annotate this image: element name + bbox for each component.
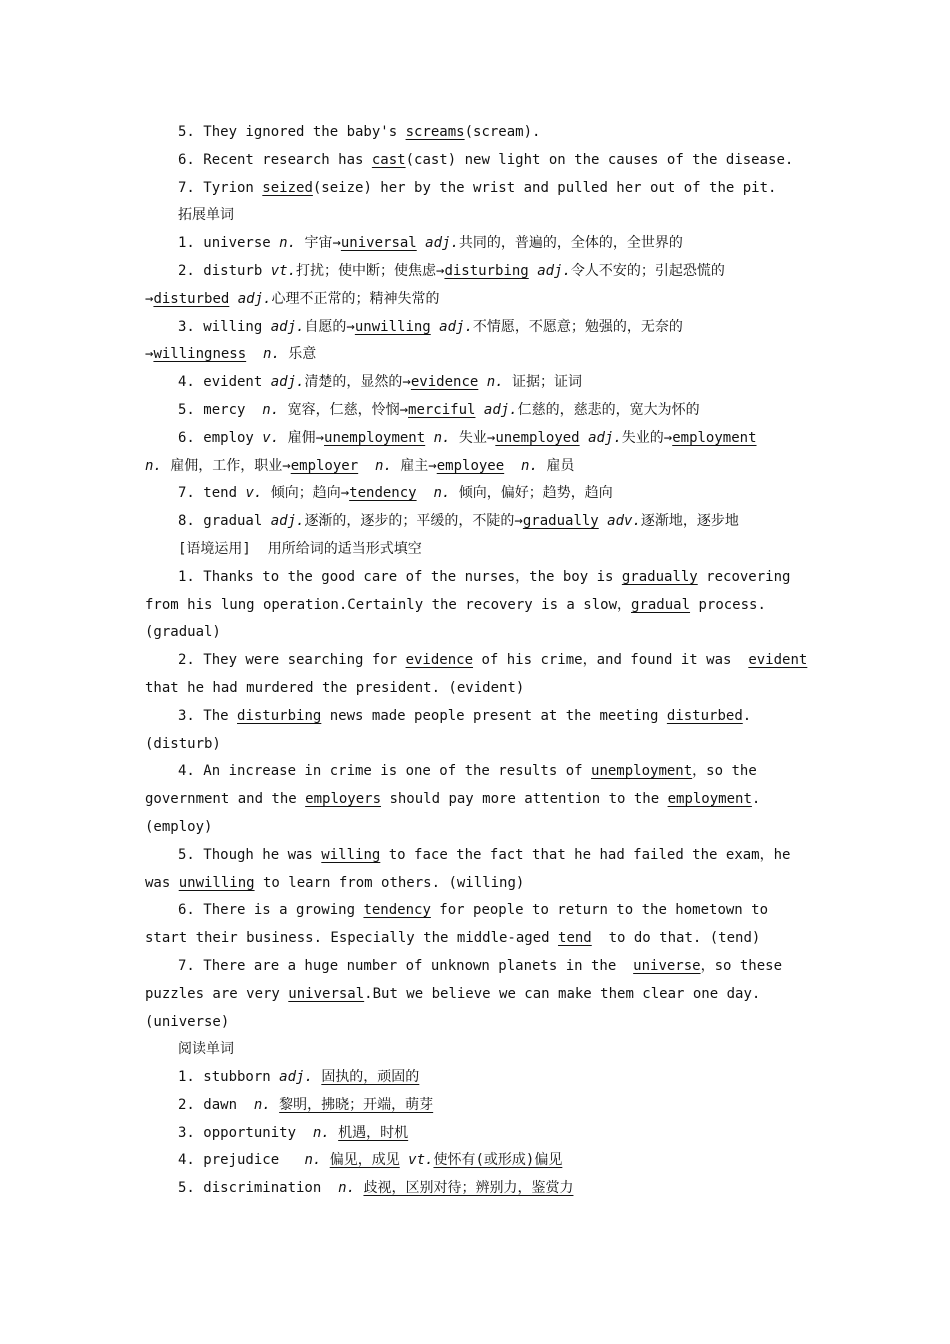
text-segment: 失业→ bbox=[450, 429, 496, 446]
text-segment: 6. There is a growing bbox=[178, 902, 364, 919]
part-of-speech: adv. bbox=[607, 513, 641, 530]
text-line bbox=[145, 647, 810, 675]
text-segment: 2. disturb bbox=[178, 262, 271, 279]
text-line bbox=[145, 675, 810, 703]
text-segment: 阅读单词 bbox=[178, 1041, 234, 1058]
text-segment: was bbox=[145, 874, 179, 891]
part-of-speech: n. bbox=[521, 457, 538, 474]
text-line bbox=[145, 480, 810, 508]
text-segment bbox=[478, 374, 486, 390]
part-of-speech: n. bbox=[253, 1096, 271, 1113]
answer-blank: unwilling bbox=[354, 318, 431, 335]
answer-blank: unemployed bbox=[495, 429, 580, 446]
text-segment: 倾向；趋向→ bbox=[262, 485, 350, 502]
text-segment: 3. opportunity bbox=[178, 1124, 313, 1141]
text-segment: [语境运用] 用所给词的适当形式填空 bbox=[178, 540, 422, 557]
part-of-speech: adj. bbox=[483, 401, 518, 418]
text-line bbox=[145, 202, 810, 230]
text-segment bbox=[400, 1152, 408, 1168]
part-of-speech: adj. bbox=[270, 513, 305, 530]
answer-blank: seized bbox=[262, 179, 313, 196]
text-segment: 4. An increase in crime is one of the results of bbox=[178, 763, 592, 780]
text-segment: 心理不正常的；精神失常的 bbox=[271, 290, 440, 307]
answer-blank: unemployment bbox=[324, 429, 426, 446]
text-line bbox=[145, 119, 810, 147]
text-line bbox=[145, 536, 810, 564]
text-segment: 8. gradual bbox=[178, 513, 271, 530]
text-line bbox=[145, 1064, 810, 1092]
text-line bbox=[145, 147, 810, 175]
part-of-speech: n. bbox=[375, 457, 392, 474]
text-segment: 1. stubborn bbox=[178, 1069, 280, 1086]
text-segment: 证据；证词 bbox=[503, 374, 583, 391]
text-segment bbox=[529, 263, 537, 279]
text-segment: 不情愿，不愿意；勉强的，无奈的 bbox=[472, 318, 683, 335]
text-segment: start their business. Especially the middle-aged bbox=[145, 930, 559, 947]
answer-blank: employee bbox=[436, 457, 505, 474]
text-segment: to do that. (tend) bbox=[591, 930, 761, 947]
text-segment: 2. dawn bbox=[178, 1096, 254, 1113]
answer-blank: gradual bbox=[631, 596, 691, 613]
text-segment: puzzles are very bbox=[145, 985, 289, 1002]
part-of-speech: adj. bbox=[270, 318, 305, 335]
text-line bbox=[145, 842, 810, 870]
text-line bbox=[145, 453, 810, 481]
text-segment: ，so the bbox=[692, 763, 757, 780]
part-of-speech: n. bbox=[262, 401, 280, 418]
answer-blank: universal bbox=[340, 235, 417, 252]
text-segment bbox=[246, 346, 263, 362]
text-segment: to learn from others. (willing) bbox=[254, 874, 525, 891]
text-segment bbox=[475, 402, 483, 418]
part-of-speech: n. bbox=[263, 346, 280, 363]
text-segment: 宽容，仁慈，怜悯→ bbox=[279, 401, 409, 418]
text-segment: 3. The bbox=[178, 707, 238, 724]
text-line bbox=[145, 1175, 810, 1203]
part-of-speech: n. bbox=[486, 374, 504, 391]
text-segment: (scream). bbox=[464, 124, 541, 140]
answer-blank: unemployment bbox=[591, 763, 693, 780]
part-of-speech: adj. bbox=[588, 429, 622, 446]
text-segment: .But we believe we can make them clear one day. bbox=[364, 985, 761, 1002]
answer-blank: employer bbox=[290, 457, 359, 474]
text-segment: 仁慈的，慈悲的，宽大为怀的 bbox=[517, 401, 700, 418]
text-segment: 6. Recent research has bbox=[178, 151, 372, 168]
text-segment: . bbox=[742, 707, 752, 724]
answer-blank: merciful bbox=[408, 401, 476, 418]
text-line bbox=[145, 953, 810, 981]
text-segment bbox=[417, 485, 434, 501]
text-segment: 7. tend bbox=[178, 485, 246, 502]
part-of-speech: n. bbox=[433, 485, 451, 502]
text-segment: → bbox=[145, 346, 154, 363]
text-segment: 逐渐的，逐步的；平缓的，不陡的→ bbox=[304, 513, 523, 530]
text-segment: 逐渐地，逐步地 bbox=[640, 513, 739, 530]
answer-blank: 偏见，成见 bbox=[329, 1152, 400, 1169]
answer-blank: 歧视，区别对待；辨别力，鉴赏力 bbox=[363, 1180, 574, 1197]
text-line bbox=[145, 508, 810, 536]
text-segment: 2. They were searching for bbox=[178, 652, 406, 669]
answer-blank: disturbed bbox=[153, 290, 230, 307]
text-segment: ，so these bbox=[700, 957, 783, 974]
text-line bbox=[145, 175, 810, 203]
text-segment: (gradual) bbox=[145, 624, 221, 641]
text-segment: 清楚的，显然的→ bbox=[304, 374, 411, 391]
answer-blank: employers bbox=[305, 791, 382, 808]
text-line bbox=[145, 981, 810, 1009]
text-segment: . bbox=[751, 791, 761, 808]
text-segment: from his lung operation.Certainly the recovery is a slow， bbox=[145, 596, 632, 613]
part-of-speech: adj. bbox=[279, 1069, 313, 1086]
part-of-speech: v. bbox=[262, 429, 280, 446]
text-line bbox=[145, 314, 810, 342]
text-segment: to face the fact that he had failed the exam，he bbox=[380, 846, 791, 863]
answer-blank: disturbing bbox=[444, 262, 529, 279]
text-line bbox=[145, 731, 810, 759]
text-segment: that he had murdered the president. (evident) bbox=[145, 679, 525, 696]
text-segment: 宇宙→ bbox=[296, 235, 341, 252]
text-segment: recovering bbox=[697, 568, 791, 585]
text-segment bbox=[425, 430, 433, 446]
part-of-speech: adj. bbox=[425, 235, 459, 252]
text-segment: news made people present at the meeting bbox=[321, 707, 667, 724]
text-segment: 雇主→ bbox=[391, 457, 437, 474]
answer-blank: 使怀有(或形成)偏见 bbox=[433, 1152, 563, 1169]
text-segment: 5. discrimination bbox=[178, 1180, 339, 1197]
text-segment: 雇佣→ bbox=[279, 429, 325, 446]
text-segment: 雇员 bbox=[537, 457, 575, 474]
answer-blank: universe bbox=[633, 957, 701, 974]
text-segment: 5. They ignored the baby's bbox=[178, 124, 406, 140]
text-segment: 1. universe bbox=[178, 235, 280, 252]
text-segment: 共同的，普遍的，全体的，全世界的 bbox=[458, 235, 683, 252]
part-of-speech: n. bbox=[304, 1152, 322, 1169]
text-segment bbox=[271, 1097, 279, 1113]
text-segment: 5. mercy bbox=[178, 401, 263, 418]
text-segment: of his crime，and found it was bbox=[473, 652, 749, 669]
part-of-speech: n. bbox=[312, 1124, 330, 1141]
text-line bbox=[145, 703, 810, 731]
part-of-speech: adj. bbox=[270, 374, 305, 391]
text-segment: → bbox=[145, 290, 154, 307]
answer-blank: willing bbox=[321, 846, 381, 863]
text-line bbox=[145, 619, 810, 647]
part-of-speech: n. bbox=[338, 1180, 356, 1197]
text-line bbox=[145, 1036, 810, 1064]
text-segment: 6. employ bbox=[178, 429, 263, 446]
document-body bbox=[145, 119, 810, 1203]
answer-blank: employment bbox=[672, 429, 757, 446]
text-segment: 1. Thanks to the good care of the nurses，the boy is bbox=[178, 568, 622, 585]
text-line bbox=[145, 564, 810, 592]
text-line bbox=[145, 1147, 810, 1175]
text-line bbox=[145, 258, 810, 286]
part-of-speech: vt. bbox=[408, 1152, 434, 1169]
text-segment: for people to return to the hometown to bbox=[430, 902, 769, 919]
answer-blank: unwilling bbox=[178, 874, 255, 891]
text-line bbox=[145, 286, 810, 314]
part-of-speech: v. bbox=[245, 485, 263, 502]
text-segment bbox=[330, 1125, 338, 1141]
text-segment: 打扰；使中断；使焦虑→ bbox=[296, 262, 445, 279]
answer-blank: cast bbox=[371, 151, 406, 168]
text-segment: (disturb) bbox=[145, 735, 221, 752]
text-segment bbox=[580, 430, 588, 446]
text-line bbox=[145, 925, 810, 953]
text-segment: 7. There are a huge number of unknown planets in the bbox=[178, 957, 634, 974]
text-line bbox=[145, 1120, 810, 1148]
text-line bbox=[145, 397, 810, 425]
text-segment: 乐意 bbox=[279, 346, 317, 363]
text-segment bbox=[229, 291, 237, 307]
text-segment bbox=[321, 1152, 329, 1168]
answer-blank: willingness bbox=[153, 346, 247, 363]
text-line bbox=[145, 897, 810, 925]
text-segment: should pay more attention to the bbox=[381, 791, 668, 808]
part-of-speech: adj. bbox=[439, 318, 473, 335]
answer-blank: tendency bbox=[349, 485, 417, 502]
answer-blank: disturbing bbox=[237, 707, 322, 724]
answer-blank: universal bbox=[288, 985, 365, 1002]
text-segment bbox=[504, 458, 521, 474]
text-segment bbox=[599, 513, 607, 529]
answer-blank: 固执的，顽固的 bbox=[321, 1069, 420, 1086]
text-line bbox=[145, 425, 810, 453]
text-line bbox=[145, 1092, 810, 1120]
part-of-speech: vt. bbox=[270, 262, 297, 279]
answer-blank: evidence bbox=[405, 652, 474, 669]
text-segment: 拓展单词 bbox=[178, 207, 234, 224]
text-segment: 失业的→ bbox=[621, 429, 673, 446]
text-segment: 5. Though he was bbox=[178, 846, 322, 863]
part-of-speech: n. bbox=[279, 235, 297, 252]
text-segment: (universe) bbox=[145, 1013, 230, 1030]
text-segment bbox=[431, 319, 439, 335]
text-line bbox=[145, 814, 810, 842]
answer-blank: evident bbox=[748, 652, 808, 669]
answer-blank: evidence bbox=[410, 374, 479, 391]
text-segment: 4. evident bbox=[178, 374, 271, 391]
answer-blank: gradually bbox=[522, 513, 599, 530]
part-of-speech: adj. bbox=[537, 262, 571, 279]
answer-blank: 机遇，时机 bbox=[338, 1124, 409, 1141]
part-of-speech: adj. bbox=[237, 290, 272, 307]
text-segment: (cast) new light on the causes of the disease. bbox=[405, 151, 794, 168]
text-segment: 自愿的→ bbox=[304, 318, 355, 335]
text-segment: 3. willing bbox=[178, 318, 271, 335]
text-segment: 7. Tyrion bbox=[178, 179, 263, 196]
answer-blank: tend bbox=[558, 930, 592, 947]
answer-blank: screams bbox=[405, 124, 465, 140]
text-segment: 令人不安的；引起恐慌的 bbox=[570, 262, 725, 279]
text-line bbox=[145, 1009, 810, 1037]
part-of-speech: n. bbox=[433, 429, 451, 446]
text-line bbox=[145, 592, 810, 620]
answer-blank: employment bbox=[667, 791, 752, 808]
text-segment: government and the bbox=[145, 791, 306, 808]
answer-blank: 黎明，拂晓；开端，萌芽 bbox=[279, 1096, 434, 1113]
text-line bbox=[145, 341, 810, 369]
text-line bbox=[145, 870, 810, 898]
text-segment: 倾向，偏好；趋势，趋向 bbox=[450, 485, 613, 502]
text-line bbox=[145, 369, 810, 397]
answer-blank: disturbed bbox=[666, 707, 743, 724]
text-segment bbox=[417, 235, 425, 251]
text-segment: process. bbox=[690, 596, 766, 613]
answer-blank: gradually bbox=[621, 568, 698, 585]
text-line bbox=[145, 758, 810, 786]
text-segment: (employ) bbox=[145, 818, 213, 835]
text-segment: 雇佣，工作，职业→ bbox=[161, 457, 291, 474]
text-line bbox=[145, 230, 810, 258]
text-segment: (seize) her by the wrist and pulled her out of the pit. bbox=[312, 179, 777, 196]
answer-blank: tendency bbox=[363, 902, 431, 919]
text-segment bbox=[358, 458, 375, 474]
text-line bbox=[145, 786, 810, 814]
part-of-speech: n. bbox=[145, 457, 162, 474]
text-segment: 4. prejudice bbox=[178, 1152, 305, 1169]
